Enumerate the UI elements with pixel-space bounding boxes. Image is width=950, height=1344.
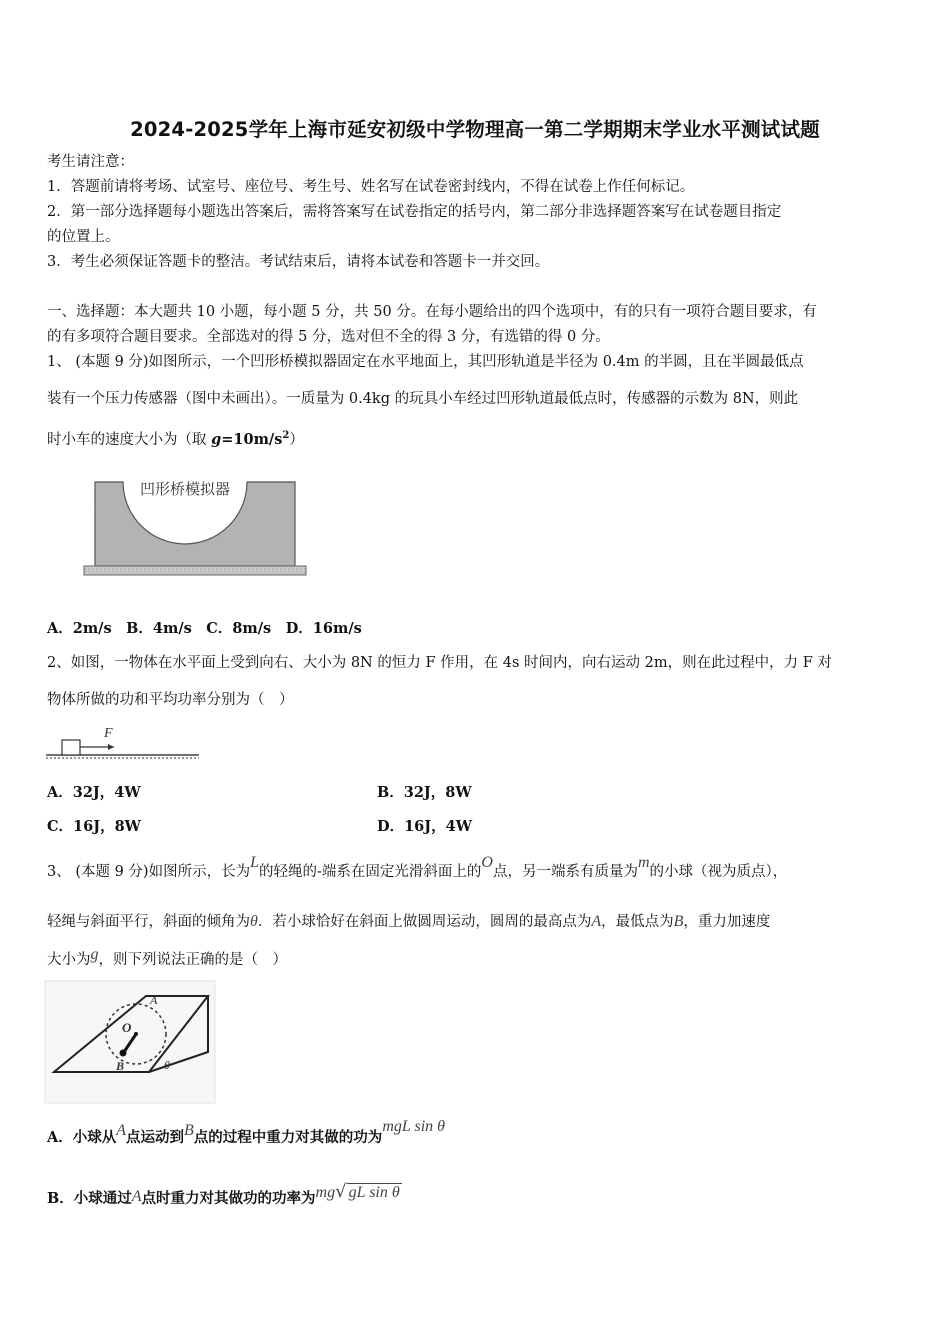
q3-symbol-mass: m [637, 854, 650, 871]
q1-gravity-exponent: 2 [282, 430, 290, 441]
q3-option-b-text-a: B．小球通过 [47, 1190, 132, 1207]
notice-item-2: 2．第一部分选择题每小题选出答案后，需将答案写在试卷指定的括号内，第二部分非选择题答案写在试卷题目指定 [47, 204, 782, 220]
q1-line-2: 装有一个压力传感器（图中未画出）。一质量为 0.4kg 的玩具小车经过凹形轨道最低点时，传感器的示数为 8N，则此 [47, 391, 799, 407]
q3-line-1-text-c: 点，另一端系有质量为 [492, 864, 638, 880]
section-intro-line-2: 的有多项符合题目要求。全部选对的得 5 分，选对但不全的得 3 分，有选错的得 0 分。 [47, 329, 610, 345]
notice-heading: 考生请注意： [47, 154, 134, 170]
q2-option-d: D．16J，4W [377, 818, 472, 835]
q3-figure-label-b: B [116, 1059, 125, 1073]
q1-gravity-symbol: g [211, 430, 222, 448]
q3-inclined-plane-figure [44, 980, 216, 1104]
q3-symbol-point-b: B [673, 913, 684, 930]
q2-option-b: B．32J，8W [377, 784, 472, 801]
notice-item-1: 1．答题前请将考场、试室号、座位号、考生号、姓名写在试卷密封线内，不得在试卷上作任何标记。 [47, 179, 695, 195]
q3-option-b-formula-mg: mg [315, 1184, 336, 1201]
q1-line-3-text-c: ） [289, 431, 304, 448]
q3-option-b-formula-root: gL sin θ [348, 1184, 400, 1201]
q2-line-1: 2、如图，一物体在水平面上受到向右、大小为 8N 的恒力 F 作用，在 4s 时间内，向右运动 2m，则在此过程中，力 F 对 [47, 655, 832, 671]
notice-item-2-cont: 的位置上。 [47, 229, 120, 245]
q3-line-2-text-d: ，重力加速度 [683, 914, 771, 930]
q2-line-2: 物体所做的功和平均功率分别为（ ） [47, 692, 294, 708]
section-intro-line-1: 一、选择题：本大题共 10 小题，每小题 5 分，共 50 分。在每小题给出的四个选项中，有的只有一项符合题目要求，有 [47, 304, 817, 320]
q3-option-a-symbol-b: B [184, 1122, 194, 1139]
q3-option-a-symbol-a: A [116, 1122, 127, 1139]
q3-symbol-gravity: g [90, 946, 99, 963]
q2-option-a: A．32J，4W [47, 784, 141, 801]
q3-line-2-text-c: ，最低点为 [601, 914, 674, 930]
q1-line-3-text-a: 时小车的速度大小为（取 [47, 431, 212, 448]
q3-figure-label-a: A [150, 993, 158, 1007]
notice-item-3: 3．考生必须保证答题卡的整洁。考试结束后，请将本试卷和答题卡一并交回。 [47, 254, 550, 270]
q3-symbol-angle: θ [250, 913, 258, 930]
q3-option-a [47, 1118, 446, 1148]
q3-line-2 [47, 912, 770, 932]
sqrt-icon: √ [335, 1181, 347, 1202]
q1-concave-bridge-figure [80, 468, 310, 583]
q2-block-force-figure [44, 722, 204, 767]
q3-line-1 [47, 854, 788, 882]
q1-line-1: 1、 (本题 9 分)如图所示，一个凹形桥模拟器固定在水平地面上，其凹形轨道是半径为 0.4m 的半圆，且在半圆最低点 [47, 354, 804, 370]
q3-option-a-formula: mgL sin θ [382, 1118, 446, 1135]
q3-line-1-text-b: 的轻绳的-端系在固定光滑斜面上的 [259, 864, 482, 880]
q2-figure-label: F [104, 726, 113, 741]
q2-option-c: C．16J，8W [47, 818, 141, 835]
q3-line-3 [47, 946, 287, 970]
q3-line-3-text-b: ，则下列说法正确的是（ ） [98, 952, 287, 968]
q3-line-3-text-a: 大小为 [47, 952, 91, 968]
q1-figure-label: 凹形桥模拟器 [140, 480, 231, 498]
q3-option-b-text-b: 点时重力对其做功的功率为 [141, 1190, 316, 1207]
q1-options: A．2m/s B．4m/s C．8m/s D．16m/s [47, 620, 362, 637]
q3-symbol-length: L [250, 854, 259, 871]
q3-figure-label-o: O [122, 1020, 132, 1035]
q3-line-2-text-a: 轻绳与斜面平行，斜面的倾角为 [47, 914, 250, 930]
q3-option-a-text-b: 点运动到 [126, 1129, 185, 1146]
q3-figure-label-theta: θ [164, 1058, 170, 1072]
q1-line-3 [47, 426, 304, 450]
q1-gravity-value: =10m/s [221, 430, 283, 448]
q3-option-b-symbol-a: A [131, 1188, 142, 1205]
page-title: 2024-2025学年上海市延安初级中学物理高一第二学期期末学业水平测试试题 [130, 118, 820, 141]
q3-option-a-text-c: 点的过程中重力对其做的功为 [193, 1129, 383, 1146]
q3-option-b [47, 1181, 402, 1209]
q3-line-2-text-b: ．若小球恰好在斜面上做圆周运动，圆周的最高点为 [257, 914, 592, 930]
q3-option-a-text-a: A．小球从 [47, 1129, 117, 1146]
q3-symbol-point-a: A [591, 913, 602, 930]
q3-symbol-point-o: O [481, 854, 493, 871]
q3-line-1-text-a: 3、 (本题 9 分)如图所示，长为 [47, 864, 251, 880]
q3-line-1-text-d: 的小球（视为质点）， [649, 864, 788, 880]
